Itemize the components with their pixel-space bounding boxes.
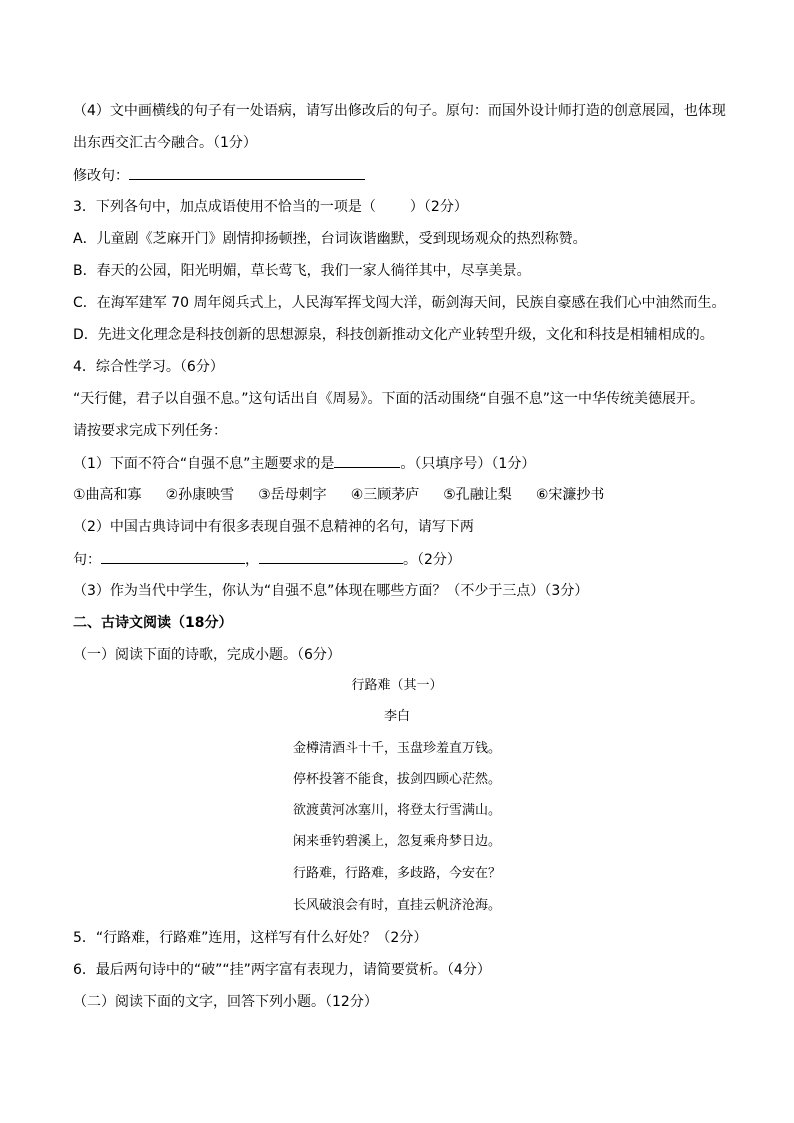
q4-sub3: （3）作为当代中学生，你认为“自强不息”体现在哪些方面？（不少于三点）（3分）: [73, 583, 589, 599]
choice-5: ⑤孔融让梨: [443, 487, 512, 503]
q3-option-b: B．春天的公园，阳光明媚，草长莺飞，我们一家人徜徉其中，尽享美景。: [73, 263, 531, 279]
q4-sub1-a: （1）下面不符合“自强不息”主题要求的是: [73, 456, 335, 472]
poem-line-5: 行路难，行路难，多歧路，今安在？: [292, 866, 501, 881]
q4-sub2-line1: （2）中国古典诗词中有很多表现自强不息精神的名句，请写下两: [73, 519, 474, 535]
q3-stem: [73, 197, 468, 217]
q4-sub2-b: 。（2分）: [403, 552, 461, 568]
q2-4-line2: 出东西交汇古今融合。（1分）: [73, 135, 257, 151]
q2-4-answer: [73, 165, 365, 186]
section2-part2: （二）阅读下面的文字，回答下列小题。（12分）: [73, 994, 378, 1010]
poem-line-6: 长风破浪会有时，直挂云帆济沧海。: [292, 898, 501, 913]
section2-title: 二、古诗文阅读（18分）: [73, 615, 233, 631]
poem-line-3: 欲渡黄河冰塞川，将登太行雪满山。: [292, 803, 501, 818]
q6: 6．最后两句诗中的“破”“挂”两字富有表现力，请简要赏析。（4分）: [73, 962, 491, 978]
q4-sub1-blank[interactable]: [334, 453, 400, 468]
q2-4-line1: （4）文中画横线的句子有一处语病，请写出修改后的句子。原句：而国外设计师打造的创意展园，也体现: [73, 103, 726, 119]
q3-option-a: A．儿童剧《芝麻开门》剧情抑扬顿挫，台词诙谐幽默，受到现场观众的热烈称赞。: [73, 231, 587, 247]
q4-intro2: 请按要求完成下列任务：: [73, 423, 227, 439]
q4-sub1-b: 。（只填序号）（1分）: [400, 456, 536, 472]
q4-sub1: [73, 453, 535, 474]
q4-sub2-line2: [73, 549, 461, 570]
choice-3: ③岳母刺字: [258, 487, 327, 503]
q4-title: 4．综合性学习。（6分）: [73, 359, 224, 375]
poem-title: 行路难（其一）: [351, 678, 443, 693]
q4-intro1: “天行健，君子以自强不息。”这句话出自《周易》。下面的活动围绕“自强不息”这一中华传统美德展开。: [73, 391, 705, 407]
answer-blank[interactable]: [129, 165, 365, 180]
poem-line-2: 停杯投箸不能食，拔剑四顾心茫然。: [292, 772, 501, 787]
choice-6: ⑥宋濂抄书: [535, 487, 605, 503]
poem-author: 李白: [383, 709, 410, 724]
q3-stem-a: 3．下列各句中，加点成语使用不恰当的一项是（: [73, 199, 376, 215]
q4-sub2-blank1[interactable]: [101, 549, 245, 564]
q3-option-c: C．在海军建军 70 周年阅兵式上，人民海军挥戈闯大洋，砺剑海天间，民族自豪感在我们心中油然而生。: [73, 295, 726, 311]
q4-choices: [73, 485, 604, 505]
q4-sub2-sep: ，: [245, 552, 259, 568]
answer-label: 修改句：: [73, 168, 129, 184]
section2-part1: （一）阅读下面的诗歌，完成小题。（6分）: [73, 647, 341, 663]
q5: 5．“行路难，行路难”连用，这样写有什么好处？（2分）: [73, 930, 428, 946]
choice-4: ④三顾茅庐: [350, 487, 420, 503]
q3-option-d: D．先进文化理念是科技创新的思想源泉，科技创新推动文化产业转型升级，文化和科技是相辅相成的。: [73, 327, 714, 343]
q4-sub2-a: 句：: [73, 552, 101, 568]
choice-2: ②孙康映雪: [165, 487, 235, 503]
choice-1: ①曲高和寡: [73, 487, 142, 503]
poem-line-1: 金樽清酒斗十千，玉盘珍羞直万钱。: [292, 741, 501, 756]
q3-stem-b: ）（2分）: [409, 199, 468, 215]
poem-line-4: 闲来垂钓碧溪上，忽复乘舟梦日边。: [292, 834, 501, 849]
q4-sub2-blank2[interactable]: [259, 549, 403, 564]
